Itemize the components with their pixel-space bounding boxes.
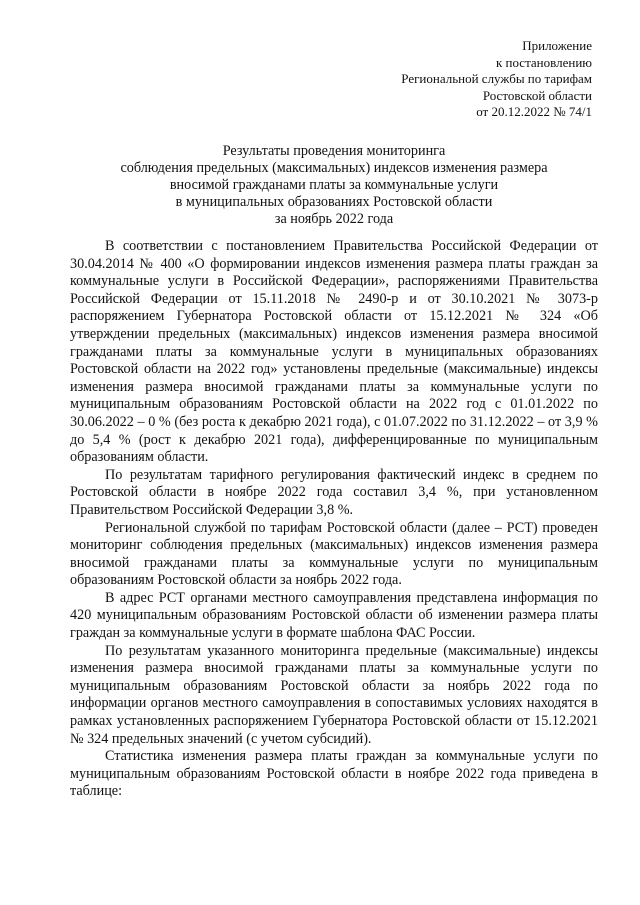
paragraph-legal-basis: В соответствии с постановлением Правительства Российской Федерации от 30.04.2014 № 400 «О формировании индексов изменения размера платы граждан за коммунальные услуги в Российской Федерации», распоряжениями Правительства Российской Федерации от 15.11.2018 № 2490-р и от 30.10.2021 № 3073-р распоряжением Губернатора Ростовской области от 15.12.2021 № 324 «Об утверждении предельных (максимальных) индексов изменения размера вносимой гражданами платы за коммунальные услуги в муниципальных образованиях Ростовской области на 2022 год» установлены предельные (максимальные) индексы изменения размера вносимой гражданами платы за коммунальные услуги по муниципальным образованиям Ростовской области на 2022 год с 01.01.2022 по 30.06.2022 – 0 % (без роста к декабрю 2021 года), с 01.07.2022 по 31.12.2022 – от 3,9 % до 5,4 % (рост к декабрю 2021 года), дифференцированные по муниципальным образованиям области.	[70, 238, 598, 466]
title-line: вносимой гражданами платы за коммунальные услуги	[169, 177, 499, 193]
title-line: соблюдения предельных (максимальных) индексов изменения размера	[120, 160, 548, 176]
paragraph-results: По результатам указанного мониторинга предельные (максимальные) индексы изменения размера вносимой гражданами платы за коммунальные услуги по муниципальным образованиям Ростовской области за ноябрь 2022 года по информации органов местного самоуправления в сопоставимых условиях находятся в рамках установленных распоряжением Губернатора Ростовской области от 15.12.2021 № 324 предельных значений (с учетом субсидий).	[70, 642, 598, 747]
paragraph-monitoring: Региональной службой по тарифам Ростовской области (далее – РСТ) проведен мониторинг соблюдения предельных (максимальных) индексов изменения размера вносимой гражданами платы за коммунальные услуги по муниципальным образованиям Ростовской области за ноябрь 2022 года.	[70, 519, 598, 589]
document-body	[70, 238, 598, 801]
title-line: в муниципальных образованиях Ростовской области	[175, 194, 493, 210]
appendix-line: Приложение	[522, 38, 592, 53]
appendix-line: Региональной службы по тарифам	[401, 71, 592, 86]
title-line: за ноябрь 2022 года	[274, 211, 394, 227]
paragraph-information: В адрес РСТ органами местного самоуправления представлена информация по 420 муниципальным образованиям Ростовской области об изменении размера платы граждан за коммунальные услуги в формате шаблона ФАС России.	[70, 589, 598, 642]
document-title	[70, 143, 598, 228]
paragraph-actual-index: По результатам тарифного регулирования фактический индекс в среднем по Ростовской области в ноябре 2022 года составил 3,4 %, при установленном Правительством Российской Федерации 3,8 %.	[70, 466, 598, 518]
appendix-header	[401, 38, 592, 121]
paragraph-statistics: Статистика изменения размера платы граждан за коммунальные услуги по муниципальным образованиям Ростовской области в ноябре 2022 года приведена в таблице:	[70, 748, 598, 800]
appendix-date-line: от 20.12.2022 № 74/1	[476, 104, 592, 119]
title-line: Результаты проведения мониторинга	[222, 143, 446, 159]
appendix-line: Ростовской области	[482, 87, 592, 103]
appendix-line: к постановлению	[495, 54, 592, 70]
